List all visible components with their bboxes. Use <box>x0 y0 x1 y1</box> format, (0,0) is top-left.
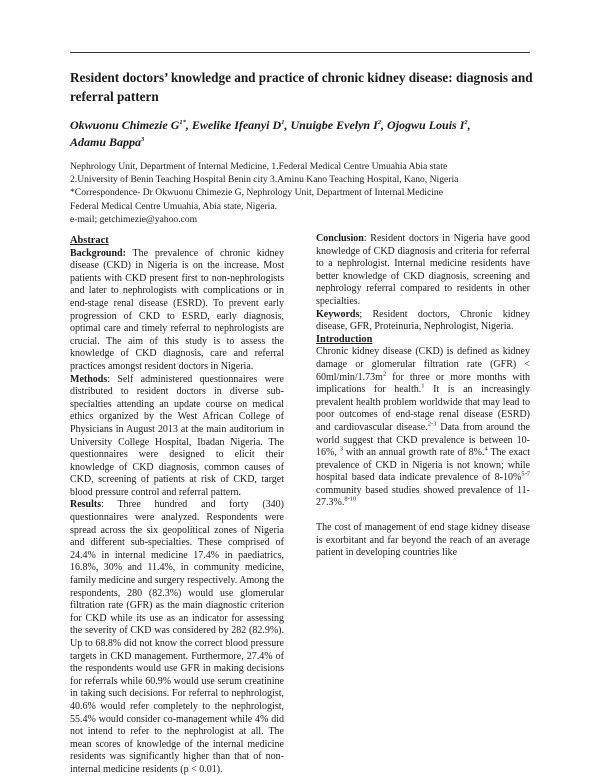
introduction-paragraph <box>316 346 530 510</box>
abstract-background <box>70 248 284 374</box>
introduction-heading: Introduction <box>316 333 373 345</box>
affiliation-line: Nephrology Unit, Department of Internal Medicine, 1.Federal Medical Centre Umuahia Abia state <box>70 161 448 172</box>
background-label: Background: <box>70 247 126 259</box>
author-affiliation-mark: 2 <box>464 119 468 126</box>
intro-text: Chronic kidney disease (CKD) is defined as kidney damage or glomerular filtration rate (GFR) < 60ml/min/1.73m <box>316 346 530 383</box>
citation-mark: 2-3 <box>427 420 437 428</box>
results-label: Results <box>70 499 102 511</box>
author-name: Adamu Bappa <box>70 135 142 149</box>
background-text: The prevalence of chronic kidney disease (CKD) in Nigeria is on the increase. Most patients with CKD present first to non-nephrologists and later to nephrologists with complications or in end-stage renal disease (ESRD). To prevent early progression of CKD to ESRD, early diagnosis, optimal care and timely referral to nephrologists are crucial. The aim of this study is to assess the knowledge of CKD diagnosis, care and referral practices amongst resident doctors in Nigeria. <box>70 247 284 372</box>
right-column <box>316 233 530 560</box>
abstract-heading: Abstract <box>70 235 109 246</box>
author-name: Ojogwu Louis I <box>387 118 465 132</box>
email-line: e-mail; getchimezie@yahoo.com <box>70 213 198 225</box>
intro-text: The exact prevalence of CKD in Nigeria is not known; while hospital based data indicate prevalence of 8-10% <box>316 447 530 484</box>
author-list: Okwuonu Chimezie $G^{1*}$, Ewelike Ifeanyi $D^1$, Unuigbe Evelyn $I^2$, Ojogwu Louis $I^2$, Adamu Bappa$^3$ <box>70 118 471 149</box>
citation-mark: 4 <box>484 445 488 453</box>
keywords-label: Keywords <box>316 308 360 320</box>
author-affiliation-mark: 2 <box>377 119 382 126</box>
author-name: Okwuonu Chimezie G <box>70 118 180 132</box>
author-affiliation-mark: 3 <box>141 136 145 143</box>
methods-text: : Self administered questionnaires were distributed to resident doctors in diverse sub-specialties attending an update course on medical ethics organized by the West African College of Physicians in August 2013 at the main auditorium in University College Hospital, Ibadan Nigeria. The questionnaires were designed to elicit their knowledge of CKD diagnosis, common causes of CKD, screening of patients at risk of CKD, target blood pressure control and referral pattern. <box>70 373 284 498</box>
conclusion-text: : Resident doctors in Nigeria have good knowledge of CKD diagnosis and criteria for referral to a nephrologist. Internal medicine residents have better knowledge of CKD diagnosis, screening and nephrology referral compared to residents in other specialties. <box>316 233 530 307</box>
citation-mark: 8-10 <box>344 496 357 504</box>
abstract-conclusion <box>316 233 530 309</box>
affiliation-line: Federal Medical Centre Umuahia, Abia state, Nigeria. <box>70 200 277 212</box>
author-name: Ewelike Ifeanyi D <box>191 118 282 132</box>
abstract-methods <box>70 374 284 500</box>
author-affiliation-mark: 1* <box>179 119 186 126</box>
abstract-results <box>70 499 284 776</box>
citation-mark: 1 <box>421 382 425 390</box>
affiliation-line: 2.University of Benin Teaching Hospital Benin city 3.Aminu Kano Teaching Hospital, Kano, Nigeria <box>70 174 459 186</box>
introduction-paragraph-2: The cost of management of end stage kidney disease is exorbitant and far beyond the reach of an average patient in developing countries like <box>316 522 530 559</box>
correspondence-line: *Correspondence- Dr Okwuonu Chimezie G, Nephrology Unit, Department of Internal Medicine <box>70 187 443 199</box>
methods-label: Methods <box>70 373 108 385</box>
header-rule <box>70 52 530 53</box>
intro-text: Data from around the world suggest that CKD prevalence is between 10-16%, <box>316 421 530 459</box>
paragraph-gap <box>316 510 530 522</box>
keywords-text: ; Resident doctors, Chronic kidney disease, GFR, Proteinuria, Nephrologist, Nigeria. <box>316 308 530 333</box>
affiliations <box>70 160 540 226</box>
results-text: : Three hundred and forty (340) questionnaires were analyzed. Respondents were spread across the six geopolitical zones of Nigeria and different sub-specialties. These comprised of 24.4% in internal medicine 17.4% in paediatrics, 16.8%, 30% and 11.4%, in community medicine, family medicine and surgery respectively. Among the respondents, 280 (82.3%) would use glomerular filtration rate (GFR) as the main diagnostic criterion for CKD while its use as an indicator for assessing the severity of CKD was considered by 282 (82.9%). Up to 68.8% did not know the correct blood pressure targets in CKD management. Furthermore, 27.4% of the respondents would use GFR in making decisions for referrals while 60.9% would use serum creatinine in taking such decisions. For referral to nephrologist, 40.6% would refer completely to the nephrologist, 55.4% would consider co-management while 4% did not intend to refer to the nephrologist at all. The mean scores of knowledge of the internal medicine residents was significantly higher than that of non-internal medicine residents (p < 0.01). <box>70 499 284 775</box>
abstract-keywords <box>316 309 530 334</box>
intro-text: for three or more months with implications for health. <box>316 371 530 396</box>
left-column <box>70 235 284 777</box>
intro-text: with an annual growth rate of 8%. <box>342 447 485 459</box>
author-name: Unuigbe Evelyn I <box>290 118 378 132</box>
conclusion-label: Conclusion <box>316 233 364 244</box>
superscript: 2 <box>382 370 387 378</box>
citation-mark: 3 <box>339 445 343 453</box>
paper-title: Resident doctors’ knowledge and practice of chronic kidney disease: diagnosis and referral pattern <box>70 70 533 104</box>
intro-text: It is an increasingly prevalent health problem worldwide that may lead to poor outcomes of end-stage renal disease (ESRD) and cardiovascular disease. <box>316 384 530 433</box>
author-affiliation-mark: 1 <box>281 119 285 126</box>
citation-mark: 5-7 <box>521 470 530 478</box>
intro-text: community based studies showed prevalence of 11-27.3%. <box>316 484 530 509</box>
